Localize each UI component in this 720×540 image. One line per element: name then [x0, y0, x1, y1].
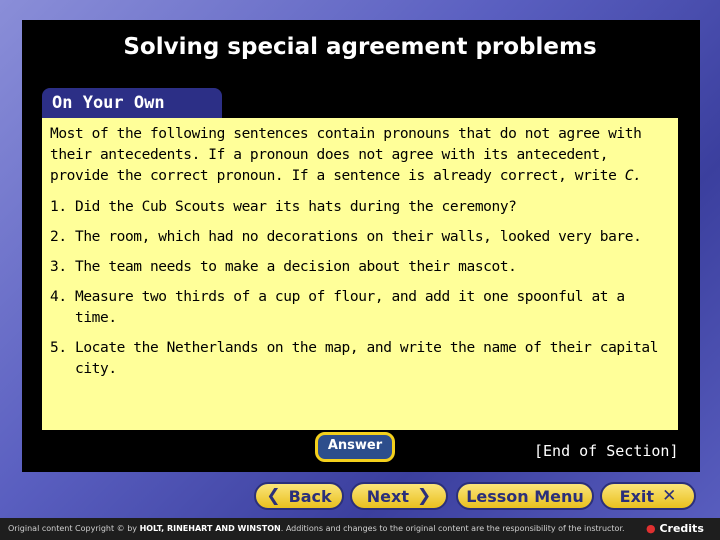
- lesson-menu-button[interactable]: [456, 482, 594, 510]
- instructions: [50, 124, 670, 187]
- item-text: Measure two thirds of a cup of flour, and add it one spoonful at a time.: [75, 289, 625, 326]
- chevron-right-icon: ❯: [416, 486, 432, 506]
- copyright-suffix: . Additions and changes to the original content are the responsibility of the instructor.: [280, 524, 625, 533]
- answer-button[interactable]: Answer: [315, 432, 395, 462]
- exit-button[interactable]: [600, 482, 696, 510]
- on-your-own-tab: On Your Own: [42, 88, 222, 124]
- exit-label: Exit: [619, 486, 655, 506]
- slide-title: Solving special agreement problems: [123, 34, 597, 60]
- back-button[interactable]: [254, 482, 344, 510]
- copyright-prefix: Original content Copyright © by: [8, 524, 138, 533]
- exercise-item: [50, 338, 670, 380]
- instructions-c: C.: [624, 168, 642, 184]
- item-number: 3.: [50, 259, 67, 275]
- exercise-item: [50, 197, 670, 218]
- item-number: 2.: [50, 229, 67, 245]
- exercise-item: [50, 227, 670, 248]
- chevron-left-icon: ❮: [266, 486, 281, 506]
- credits-icon: ●: [646, 522, 656, 535]
- next-button[interactable]: [350, 482, 448, 510]
- item-text: The team needs to make a decision about their mascot.: [75, 259, 517, 275]
- item-number: 1.: [50, 199, 67, 215]
- exercise-panel: [42, 118, 678, 430]
- next-label: Next: [366, 486, 409, 506]
- exercise-item: [50, 257, 670, 278]
- item-text: Locate the Netherlands on the map, and write the name of their capital city.: [75, 340, 659, 377]
- item-text: Did the Cub Scouts wear its hats during the ceremony?: [75, 199, 517, 215]
- instructions-text: Most of the following sentences contain pronouns that do not agree with their antecedents. If a pronoun does not agree with its antecedent, provide the correct pronoun. If a sentence is already correct, write: [50, 126, 642, 184]
- lesson-menu-label: Lesson Menu: [466, 486, 584, 506]
- item-number: 4.: [50, 289, 67, 305]
- publisher-name: HOLT, RINEHART AND WINSTON: [139, 524, 281, 533]
- footer-bar: [0, 518, 720, 540]
- item-text: The room, which had no decorations on their walls, looked very bare.: [75, 229, 642, 245]
- item-number: 5.: [50, 340, 67, 356]
- close-icon: ✕: [662, 486, 677, 506]
- exercise-item: [50, 287, 670, 329]
- end-of-section-link[interactable]: [End of Section]: [534, 442, 679, 460]
- back-label: Back: [288, 486, 332, 506]
- credits-label: Credits: [659, 522, 704, 535]
- credits-button[interactable]: [646, 518, 704, 540]
